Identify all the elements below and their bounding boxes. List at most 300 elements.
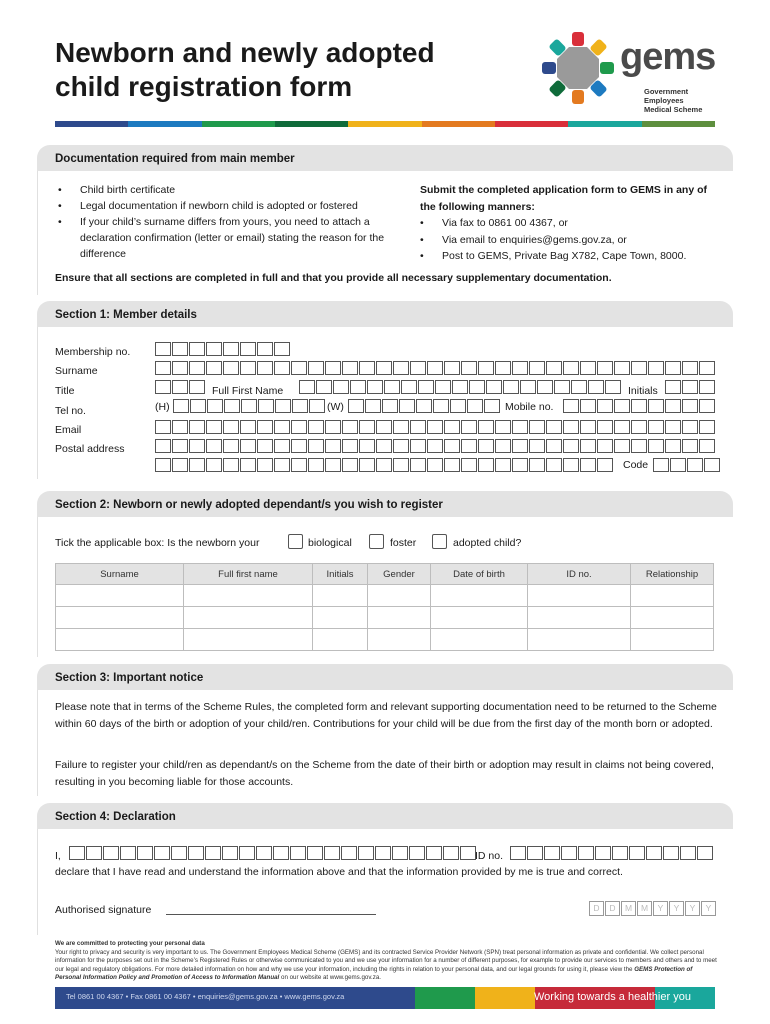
char-box[interactable] (223, 361, 239, 375)
email-input[interactable] (155, 420, 716, 434)
char-box[interactable] (274, 361, 290, 375)
table-cell[interactable] (368, 607, 431, 629)
char-box[interactable] (308, 420, 324, 434)
char-box[interactable] (495, 458, 511, 472)
char-box[interactable] (224, 399, 240, 413)
char-box[interactable] (399, 399, 415, 413)
char-box[interactable] (597, 420, 613, 434)
date-char-box[interactable]: D (605, 901, 620, 916)
char-box[interactable] (342, 420, 358, 434)
char-box[interactable] (426, 846, 442, 860)
char-box[interactable] (256, 846, 272, 860)
char-box[interactable] (257, 420, 273, 434)
char-box[interactable] (682, 420, 698, 434)
char-box[interactable] (325, 420, 341, 434)
first-name-input[interactable] (299, 380, 622, 394)
char-box[interactable] (274, 439, 290, 453)
table-cell[interactable] (56, 607, 184, 629)
char-box[interactable] (529, 361, 545, 375)
char-box[interactable] (206, 458, 222, 472)
char-box[interactable] (699, 361, 715, 375)
char-box[interactable] (308, 361, 324, 375)
char-box[interactable] (665, 399, 681, 413)
char-box[interactable] (631, 420, 647, 434)
home-tel-input[interactable] (173, 399, 326, 413)
char-box[interactable] (241, 399, 257, 413)
char-box[interactable] (274, 342, 290, 356)
char-box[interactable] (680, 846, 696, 860)
work-tel-input[interactable] (348, 399, 501, 413)
char-box[interactable] (614, 361, 630, 375)
membership-input[interactable] (155, 342, 291, 356)
table-cell[interactable] (313, 585, 368, 607)
documentation-list (58, 182, 398, 262)
char-box[interactable] (461, 439, 477, 453)
table-cell[interactable] (313, 629, 368, 651)
tel-label: Tel no. (55, 405, 86, 417)
char-box[interactable] (120, 846, 136, 860)
char-box[interactable] (188, 846, 204, 860)
table-cell[interactable] (56, 585, 184, 607)
table-cell[interactable] (313, 607, 368, 629)
surname-label: Surname (55, 365, 98, 377)
table-cell[interactable] (631, 629, 714, 651)
char-box[interactable] (189, 439, 205, 453)
char-box[interactable] (452, 380, 468, 394)
foster-label: foster (390, 537, 417, 549)
char-box[interactable] (435, 380, 451, 394)
char-box[interactable] (670, 458, 686, 472)
char-box[interactable] (614, 420, 630, 434)
char-box[interactable] (324, 846, 340, 860)
char-box[interactable] (307, 846, 323, 860)
char-box[interactable] (580, 399, 596, 413)
logo-subtitle (644, 87, 720, 114)
char-box[interactable] (240, 420, 256, 434)
char-box[interactable] (376, 420, 392, 434)
char-box[interactable] (444, 420, 460, 434)
char-box[interactable] (478, 361, 494, 375)
char-box[interactable] (478, 439, 494, 453)
char-box[interactable] (206, 439, 222, 453)
privacy-heading: We are committed to protecting your personal data (55, 940, 205, 947)
char-box[interactable] (653, 458, 669, 472)
char-box[interactable] (206, 342, 222, 356)
char-box[interactable] (342, 458, 358, 472)
char-box[interactable] (665, 439, 681, 453)
char-box[interactable] (571, 380, 587, 394)
char-box[interactable] (416, 399, 432, 413)
stripe-segment (128, 121, 201, 127)
table-row (56, 629, 714, 651)
char-box[interactable] (206, 361, 222, 375)
title-input[interactable] (155, 380, 206, 394)
char-box[interactable] (461, 458, 477, 472)
char-box[interactable] (189, 342, 205, 356)
surname-input[interactable] (155, 361, 716, 375)
char-box[interactable] (325, 439, 341, 453)
char-box[interactable] (359, 458, 375, 472)
char-box[interactable] (207, 399, 223, 413)
char-box[interactable] (274, 420, 290, 434)
char-box[interactable] (460, 846, 476, 860)
char-box[interactable] (484, 399, 500, 413)
char-box[interactable] (291, 420, 307, 434)
char-box[interactable] (520, 380, 536, 394)
char-box[interactable] (409, 846, 425, 860)
char-box[interactable] (342, 439, 358, 453)
date-char-box[interactable]: Y (701, 901, 716, 916)
char-box[interactable] (648, 361, 664, 375)
col-initials: Initials (313, 564, 368, 585)
char-box[interactable] (527, 846, 543, 860)
table-cell[interactable] (631, 607, 714, 629)
char-box[interactable] (467, 399, 483, 413)
char-box[interactable] (393, 420, 409, 434)
date-char-box[interactable]: M (621, 901, 636, 916)
char-box[interactable] (563, 361, 579, 375)
char-box[interactable] (172, 420, 188, 434)
date-char-box[interactable]: Y (685, 901, 700, 916)
submit-instructions (420, 182, 720, 265)
table-cell[interactable] (368, 629, 431, 651)
char-box[interactable] (704, 458, 720, 472)
char-box[interactable] (86, 846, 102, 860)
char-box[interactable] (478, 420, 494, 434)
char-box[interactable] (189, 458, 205, 472)
doc-item: • Child birth certificate (58, 182, 398, 198)
table-cell[interactable] (431, 585, 528, 607)
char-box[interactable] (648, 439, 664, 453)
char-box[interactable] (308, 439, 324, 453)
stripe-segment (55, 121, 128, 127)
char-box[interactable] (597, 439, 613, 453)
char-box[interactable] (699, 439, 715, 453)
char-box[interactable] (580, 420, 596, 434)
char-box[interactable] (240, 342, 256, 356)
char-box[interactable] (503, 380, 519, 394)
char-box[interactable] (629, 846, 645, 860)
char-box[interactable] (682, 399, 698, 413)
char-box[interactable] (563, 399, 579, 413)
form-title (55, 36, 435, 104)
char-box[interactable] (529, 458, 545, 472)
char-box[interactable] (358, 846, 374, 860)
char-box[interactable] (410, 420, 426, 434)
char-box[interactable] (341, 846, 357, 860)
code-input[interactable] (653, 458, 721, 472)
char-box[interactable] (325, 361, 341, 375)
char-box[interactable] (433, 399, 449, 413)
char-box[interactable] (427, 458, 443, 472)
char-box[interactable] (443, 846, 459, 860)
char-box[interactable] (648, 420, 664, 434)
char-box[interactable] (510, 846, 526, 860)
char-box[interactable] (222, 846, 238, 860)
char-box[interactable] (682, 380, 698, 394)
char-box[interactable] (155, 458, 171, 472)
char-box[interactable] (588, 380, 604, 394)
char-box[interactable] (299, 380, 315, 394)
char-box[interactable] (512, 420, 528, 434)
section2-heading: Section 2: Newborn or newly adopted dependant/s you wish to register (37, 491, 733, 517)
char-box[interactable] (291, 458, 307, 472)
char-box[interactable] (665, 361, 681, 375)
char-box[interactable] (393, 439, 409, 453)
declarant-name-input[interactable] (69, 846, 477, 860)
char-box[interactable] (554, 380, 570, 394)
char-box[interactable] (410, 439, 426, 453)
char-box[interactable] (333, 380, 349, 394)
char-box[interactable] (137, 846, 153, 860)
table-cell[interactable] (528, 607, 631, 629)
table-cell[interactable] (184, 607, 313, 629)
char-box[interactable] (240, 439, 256, 453)
char-box[interactable] (172, 458, 188, 472)
char-box[interactable] (495, 361, 511, 375)
char-box[interactable] (189, 420, 205, 434)
declarant-label: I, (55, 850, 61, 862)
char-box[interactable] (495, 420, 511, 434)
char-box[interactable] (376, 458, 392, 472)
char-box[interactable] (69, 846, 85, 860)
char-box[interactable] (418, 380, 434, 394)
biological-checkbox[interactable] (288, 534, 303, 549)
char-box[interactable] (291, 361, 307, 375)
initials-label: Initials (628, 385, 658, 397)
char-box[interactable] (155, 420, 171, 434)
char-box[interactable] (444, 361, 460, 375)
char-box[interactable] (365, 399, 381, 413)
char-box[interactable] (172, 361, 188, 375)
char-box[interactable] (648, 399, 664, 413)
char-box[interactable] (537, 380, 553, 394)
char-box[interactable] (359, 361, 375, 375)
char-box[interactable] (240, 361, 256, 375)
char-box[interactable] (580, 439, 596, 453)
privacy-tail: on our website at www.gems.gov.za. (281, 974, 381, 982)
initials-input[interactable] (665, 380, 716, 394)
char-box[interactable] (427, 361, 443, 375)
char-box[interactable] (223, 458, 239, 472)
char-box[interactable] (382, 399, 398, 413)
char-box[interactable] (631, 399, 647, 413)
char-box[interactable] (273, 846, 289, 860)
char-box[interactable] (257, 342, 273, 356)
char-box[interactable] (469, 380, 485, 394)
signature-line[interactable] (166, 914, 376, 915)
ensure-notice: Ensure that all sections are completed in full and that you provide all necessary supplementary documentation. (55, 272, 612, 284)
char-box[interactable] (529, 420, 545, 434)
char-box[interactable] (461, 361, 477, 375)
char-box[interactable] (478, 458, 494, 472)
char-box[interactable] (563, 420, 579, 434)
char-box[interactable] (461, 420, 477, 434)
char-box[interactable] (308, 458, 324, 472)
char-box[interactable] (155, 361, 171, 375)
char-box[interactable] (316, 380, 332, 394)
char-box[interactable] (206, 420, 222, 434)
date-char-box[interactable]: D (589, 901, 604, 916)
stripe-segment (422, 121, 495, 127)
logo-wordmark: gems (620, 36, 716, 78)
char-box[interactable] (427, 420, 443, 434)
foster-checkbox[interactable] (369, 534, 384, 549)
char-box[interactable] (512, 458, 528, 472)
char-box[interactable] (687, 458, 703, 472)
char-box[interactable] (342, 361, 358, 375)
char-box[interactable] (450, 399, 466, 413)
char-box[interactable] (595, 846, 611, 860)
char-box[interactable] (375, 846, 391, 860)
char-box[interactable] (239, 846, 255, 860)
section4-heading: Section 4: Declaration (37, 803, 733, 829)
char-box[interactable] (561, 846, 577, 860)
char-box[interactable] (699, 420, 715, 434)
char-box[interactable] (257, 361, 273, 375)
char-box[interactable] (223, 439, 239, 453)
char-box[interactable] (205, 846, 221, 860)
table-cell[interactable] (368, 585, 431, 607)
char-box[interactable] (546, 458, 562, 472)
char-box[interactable] (393, 458, 409, 472)
char-box[interactable] (291, 439, 307, 453)
table-cell[interactable] (431, 607, 528, 629)
char-box[interactable] (359, 439, 375, 453)
char-box[interactable] (663, 846, 679, 860)
char-box[interactable] (171, 846, 187, 860)
table-cell[interactable] (528, 629, 631, 651)
adopted-checkbox[interactable] (432, 534, 447, 549)
char-box[interactable] (444, 439, 460, 453)
char-box[interactable] (495, 439, 511, 453)
char-box[interactable] (546, 420, 562, 434)
char-box[interactable] (580, 458, 596, 472)
table-cell[interactable] (528, 585, 631, 607)
char-box[interactable] (155, 342, 171, 356)
char-box[interactable] (309, 399, 325, 413)
char-box[interactable] (392, 846, 408, 860)
char-box[interactable] (257, 439, 273, 453)
char-box[interactable] (348, 399, 364, 413)
char-box[interactable] (223, 342, 239, 356)
char-box[interactable] (512, 439, 528, 453)
id-no-input[interactable] (510, 846, 714, 860)
char-box[interactable] (563, 439, 579, 453)
char-box[interactable] (189, 361, 205, 375)
char-box[interactable] (614, 439, 630, 453)
char-box[interactable] (597, 399, 613, 413)
char-box[interactable] (486, 380, 502, 394)
char-box[interactable] (172, 380, 188, 394)
char-box[interactable] (665, 420, 681, 434)
char-box[interactable] (697, 846, 713, 860)
char-box[interactable] (401, 380, 417, 394)
char-box[interactable] (410, 361, 426, 375)
char-box[interactable] (376, 439, 392, 453)
char-box[interactable] (699, 380, 715, 394)
char-box[interactable] (512, 361, 528, 375)
adopted-label: adopted child? (453, 537, 522, 549)
char-box[interactable] (290, 846, 306, 860)
char-box[interactable] (292, 399, 308, 413)
char-box[interactable] (580, 361, 596, 375)
char-box[interactable] (376, 361, 392, 375)
char-box[interactable] (367, 380, 383, 394)
char-box[interactable] (155, 380, 171, 394)
char-box[interactable] (240, 458, 256, 472)
char-box[interactable] (427, 439, 443, 453)
char-box[interactable] (190, 399, 206, 413)
char-box[interactable] (223, 420, 239, 434)
char-box[interactable] (325, 458, 341, 472)
char-box[interactable] (646, 846, 662, 860)
char-box[interactable] (614, 399, 630, 413)
date-input[interactable] (589, 901, 717, 916)
date-char-box[interactable]: Y (653, 901, 668, 916)
mobile-input[interactable] (563, 399, 716, 413)
char-box[interactable] (155, 439, 171, 453)
char-box[interactable] (578, 846, 594, 860)
table-cell[interactable] (56, 629, 184, 651)
char-box[interactable] (274, 458, 290, 472)
char-box[interactable] (359, 420, 375, 434)
char-box[interactable] (172, 439, 188, 453)
mobile-label: Mobile no. (505, 401, 554, 413)
postal-input-line2[interactable] (155, 458, 614, 472)
char-box[interactable] (444, 458, 460, 472)
char-box[interactable] (275, 399, 291, 413)
table-cell[interactable] (631, 585, 714, 607)
char-box[interactable] (384, 380, 400, 394)
first-name-label: Full First Name (212, 385, 284, 397)
footer-segment (355, 987, 415, 1009)
char-box[interactable] (350, 380, 366, 394)
char-box[interactable] (597, 361, 613, 375)
char-box[interactable] (682, 439, 698, 453)
date-char-box[interactable]: Y (669, 901, 684, 916)
char-box[interactable] (173, 399, 189, 413)
table-cell[interactable] (184, 629, 313, 651)
doc-item: • If your child’s surname differs from yours, you need to attach a declaration confirmation (letter or email) stating the reason for the difference (58, 214, 398, 262)
char-box[interactable] (544, 846, 560, 860)
char-box[interactable] (529, 439, 545, 453)
char-box[interactable] (563, 458, 579, 472)
char-box[interactable] (546, 439, 562, 453)
char-box[interactable] (172, 342, 188, 356)
table-cell[interactable] (431, 629, 528, 651)
char-box[interactable] (257, 458, 273, 472)
char-box[interactable] (605, 380, 621, 394)
char-box[interactable] (189, 380, 205, 394)
char-box[interactable] (612, 846, 628, 860)
postal-input-line1[interactable] (155, 439, 716, 453)
char-box[interactable] (393, 361, 409, 375)
char-box[interactable] (546, 361, 562, 375)
char-box[interactable] (682, 361, 698, 375)
char-box[interactable] (665, 380, 681, 394)
char-box[interactable] (103, 846, 119, 860)
date-char-box[interactable]: M (637, 901, 652, 916)
char-box[interactable] (631, 439, 647, 453)
char-box[interactable] (597, 458, 613, 472)
char-box[interactable] (154, 846, 170, 860)
char-box[interactable] (699, 399, 715, 413)
char-box[interactable] (258, 399, 274, 413)
char-box[interactable] (631, 361, 647, 375)
table-cell[interactable] (184, 585, 313, 607)
char-box[interactable] (410, 458, 426, 472)
